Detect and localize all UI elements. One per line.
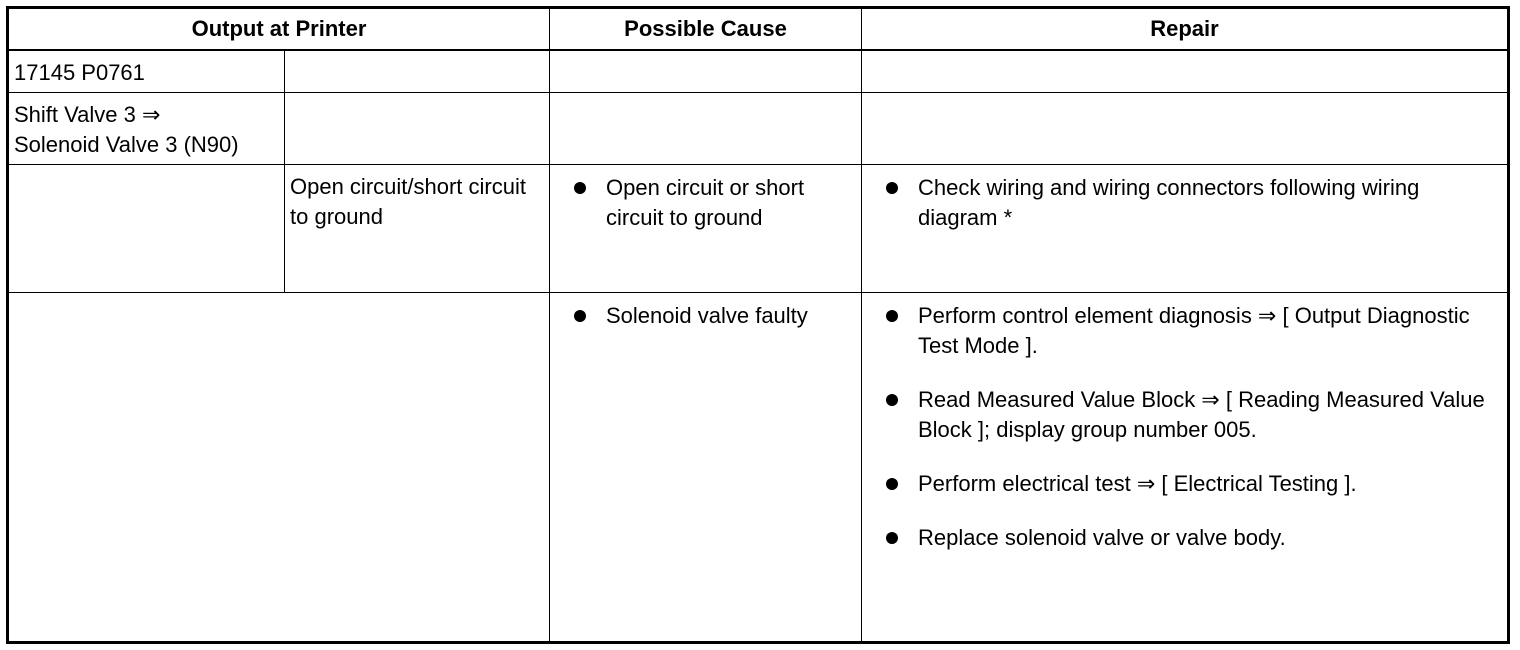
- table-row-solenoid-faulty: [8, 292, 1509, 642]
- cause-cell: [550, 164, 862, 292]
- bullet-icon: [886, 310, 898, 322]
- list-item: [886, 301, 1501, 361]
- list-item: [886, 385, 1501, 445]
- bullet-icon: [574, 310, 586, 322]
- bullet-icon: [574, 182, 586, 194]
- fault-type: Open circuit/short circuit to ground: [290, 173, 526, 229]
- header-row: [8, 8, 1509, 51]
- header-repair: Repair: [862, 8, 1509, 51]
- diagnostic-table: [6, 6, 1510, 644]
- empty-cell: [550, 50, 862, 92]
- list-item: [574, 173, 855, 233]
- component-name: [9, 93, 284, 160]
- empty-cell: [862, 50, 1509, 92]
- component-line-2: Solenoid Valve 3 (N90): [14, 131, 239, 157]
- header-possible-cause: Possible Cause: [550, 8, 862, 51]
- repair-cell: [862, 164, 1509, 292]
- header-output-at-printer: Output at Printer: [8, 8, 550, 51]
- cause-list: [550, 293, 861, 331]
- bullet-icon: [886, 394, 898, 406]
- table-row-open-circuit: [8, 164, 1509, 292]
- empty-cell: [8, 164, 285, 292]
- list-item: [886, 523, 1501, 553]
- repair-text: Check wiring and wiring connectors following wiring diagram *: [918, 174, 1420, 230]
- table-row-fault-code: [8, 50, 1509, 92]
- repair-list: [862, 293, 1507, 553]
- fault-code-cell: [8, 50, 285, 92]
- cause-text: Open circuit or short circuit to ground: [606, 174, 805, 230]
- list-item: [886, 173, 1501, 233]
- empty-cell: [550, 92, 862, 164]
- table-row-component: [8, 92, 1509, 164]
- empty-cell: [285, 50, 550, 92]
- empty-cell: [862, 92, 1509, 164]
- repair-text: Read Measured Value Block ⇒ [ Reading Measured Value Block ]; display group number 005.: [918, 386, 1485, 442]
- repair-text: Perform electrical test ⇒ [ Electrical Testing ].: [918, 470, 1357, 496]
- cause-list: [550, 165, 861, 233]
- repair-list: [862, 165, 1507, 233]
- component-cell: [8, 92, 285, 164]
- fault-type-cell: [285, 164, 550, 292]
- list-item: [886, 469, 1501, 499]
- empty-cell: [8, 292, 550, 642]
- repair-text: Replace solenoid valve or valve body.: [918, 524, 1286, 550]
- repair-cell: [862, 292, 1509, 642]
- list-item: [574, 301, 855, 331]
- bullet-icon: [886, 478, 898, 490]
- bullet-icon: [886, 182, 898, 194]
- repair-text: Perform control element diagnosis ⇒ [ Output Diagnostic Test Mode ].: [918, 302, 1470, 358]
- empty-cell: [285, 92, 550, 164]
- fault-code: 17145 P0761: [14, 60, 145, 85]
- bullet-icon: [886, 532, 898, 544]
- cause-cell: [550, 292, 862, 642]
- component-line-1: Shift Valve 3 ⇒: [14, 101, 161, 127]
- cause-text: Solenoid valve faulty: [606, 302, 808, 328]
